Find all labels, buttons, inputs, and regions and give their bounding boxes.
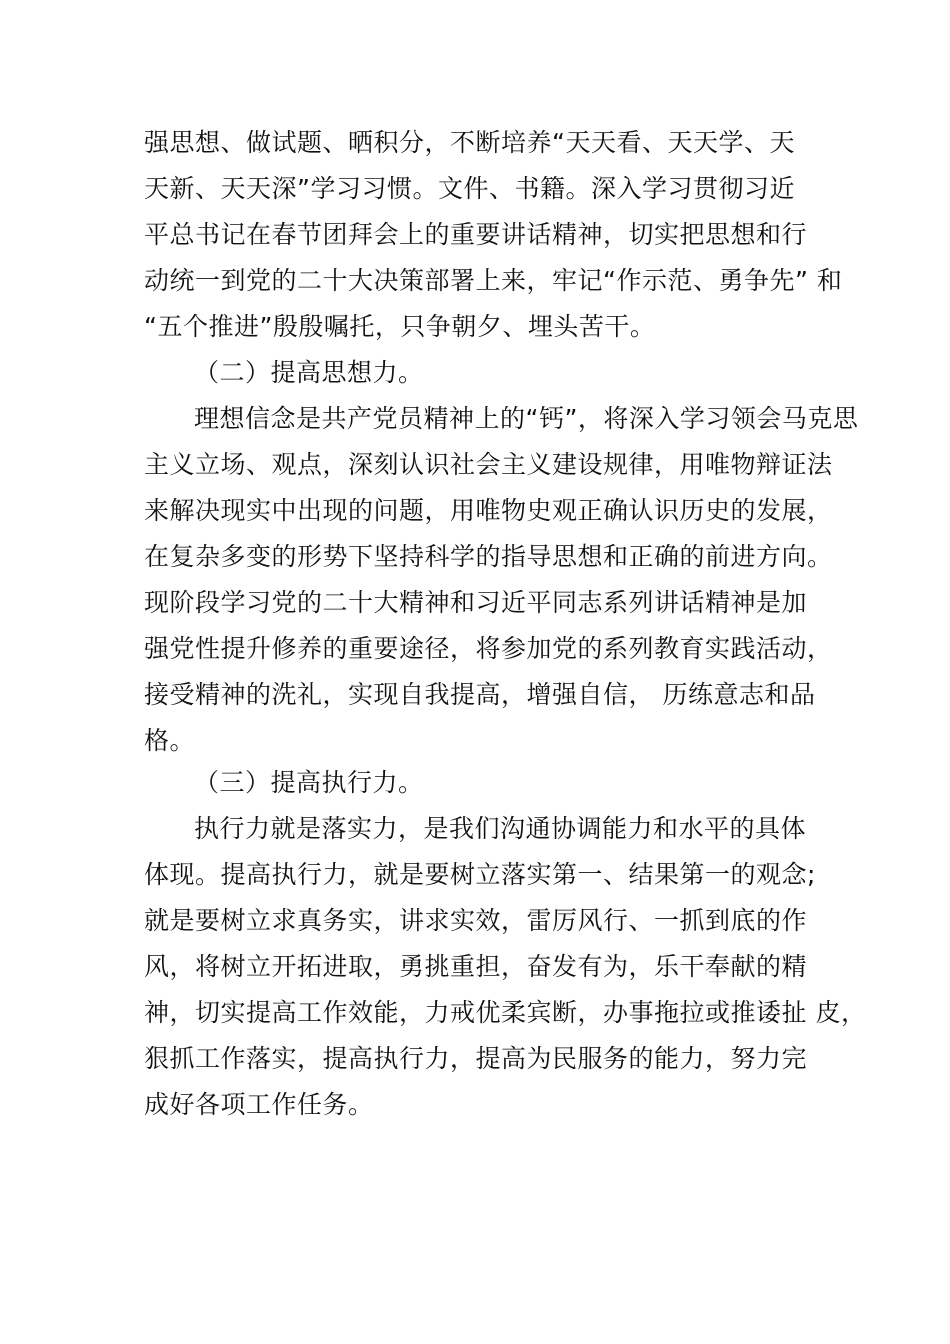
paragraph-line: 动统一到党的二十大决策部署上来，牢记“作示范、勇争先” 和 — [144, 266, 843, 295]
paragraph-line: 来解决现实中出现的问题，用唯物史观正确认识历史的发展， — [144, 496, 833, 525]
paragraph-line: 就是要树立求真务实，讲求实效，雷厉风行、一抓到底的作 — [144, 906, 808, 935]
paragraph-line: 格。 — [144, 726, 196, 755]
paragraph-line: 执行力就是落实力，是我们沟通协调能力和水平的具体 — [194, 814, 807, 843]
section-heading: （二）提高思想力。 — [194, 358, 424, 387]
section-heading: （三）提高执行力。 — [194, 768, 424, 797]
paragraph-line: 现阶段学习党的二十大精神和习近平同志系列讲话精神是加 — [144, 588, 808, 617]
paragraph-line: 狠抓工作落实，提高执行力，提高为民服务的能力，努力完 — [144, 1044, 808, 1073]
paragraph-line: 强思想、做试题、晒积分，不断培养“天天看、天天学、天 — [144, 128, 795, 157]
paragraph-line: 强党性提升修养的重要途径，将参加党的系列教育实践活动， — [144, 634, 833, 663]
paragraph-line: 接受精神的洗礼，实现自我提高，增强自信， 历练意志和品 — [144, 680, 816, 709]
paragraph-line: 在复杂多变的形势下坚持科学的指导思想和正确的前进方向。 — [144, 542, 833, 571]
paragraph-line: 天新、天天深”学习习惯。文件、书籍。深入学习贯彻习近 — [144, 174, 795, 203]
paragraph-line: 平总书记在春节团拜会上的重要讲话精神，切实把思想和行 — [144, 220, 808, 249]
paragraph-line: 风，将树立开拓进取，勇挑重担，奋发有为，乐干奉献的精 — [144, 952, 808, 981]
paragraph-line: “五个推进”殷殷嘱托，只争朝夕、埋头苦干。 — [144, 312, 656, 341]
paragraph-line: 体现。提高执行力，就是要树立落实第一、结果第一的观念; — [144, 860, 816, 889]
paragraph-line: 理想信念是共产党员精神上的“钙”，将深入学习领会马克思 — [194, 404, 859, 433]
paragraph-line: 神，切实提高工作效能，力戒优柔宾断，办事拖拉或推诿扯 皮， — [144, 998, 867, 1027]
paragraph-line: 主义立场、观点，深刻认识社会主义建设规律，用唯物辩证法 — [144, 450, 833, 479]
paragraph-line: 成好各项工作任务。 — [144, 1090, 374, 1119]
